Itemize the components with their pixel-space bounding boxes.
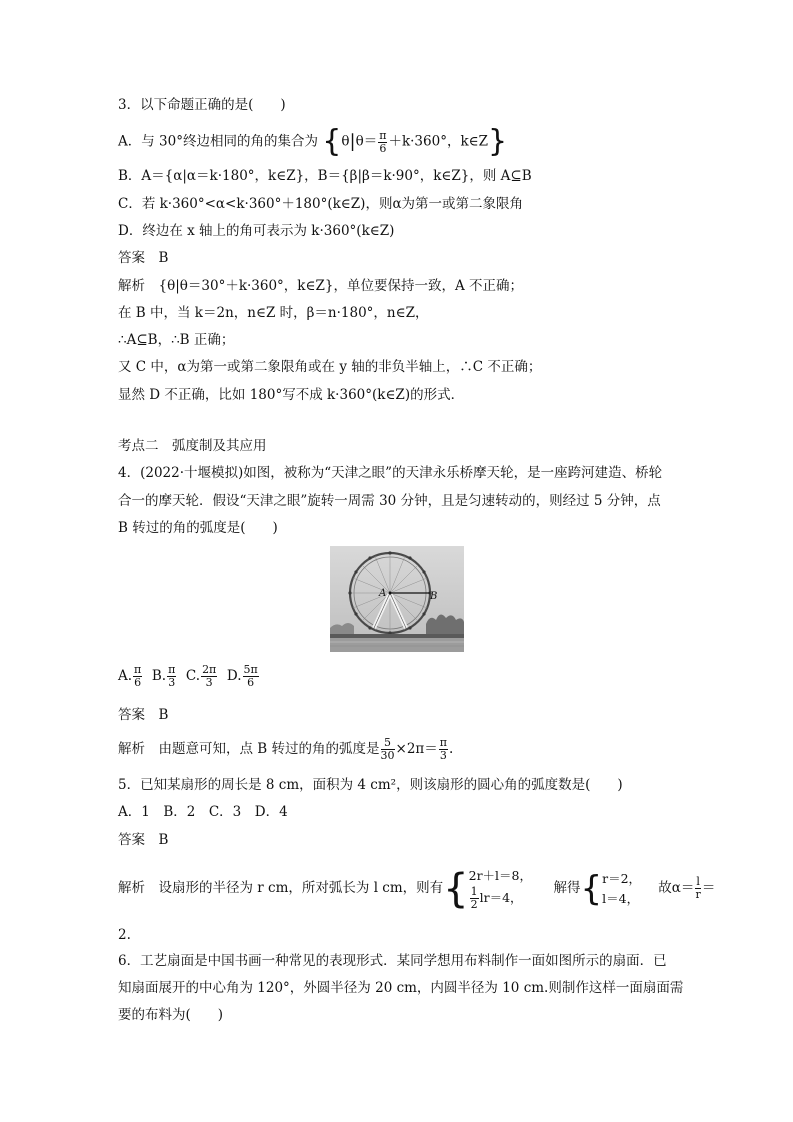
q3-analysis-2: 在 B 中，当 k＝2n，n∈Z 时，β＝n·180°，n∈Z， (118, 305, 429, 321)
section-heading: 考点二 弧度制及其应用 (118, 438, 267, 454)
ferris-wheel-photo (330, 546, 464, 652)
q5-system-1: 2r＋l＝8， $\frac{1}{2}$ lr＝4， (468, 868, 533, 911)
q4-stem-line2: 合一的摩天轮．假设“天津之眼”旋转一周需 30 分钟，且是匀速转动的，则经过 5 分钟，点 (118, 493, 661, 509)
q5-analysis: 解析 设扇形的半径为 r cm，所对弧长为 l cm，则有{ 2r＋l＝8， $\frac{1}{2}$ lr＝4， 解得{ r＝2， l＝4， 故α＝ $\frac{l}{r}$ ＝ (118, 865, 716, 912)
q3-analysis-5: 显然 D 不正确，比如 180°写不成 k·360°(k∈Z)的形式． (118, 387, 465, 403)
q3-option-c: C．若 k·360°<α<k·360°＋180°(k∈Z)，则α为第一或第二象限角 (118, 196, 524, 212)
q3-stem: 3．以下命题正确的是( ) (118, 97, 286, 113)
q6-stem-line3: 要的布料为( ) (118, 1007, 224, 1023)
q6-stem-line1: 6．工艺扇面是中国书画一种常见的表现形式．某同学想用布料制作一面如图所示的扇面．已 (118, 953, 667, 969)
q4-answer: 答案 B (118, 707, 169, 723)
q3-analysis-4: 又 C 中，α为第一或第二象限角或在 y 轴的非负半轴上，∴C 不正确； (118, 359, 542, 375)
q3-answer: 答案 B (118, 250, 169, 266)
q3-option-a-text: A．与 30°终边相同的角的集合为 (118, 133, 318, 150)
q4-options (118, 664, 260, 689)
q5-options: A．1 B．2 C．3 D．4 (118, 804, 288, 820)
q6-stem-line2: 知扇面展开的中心角为 120°，外圆半径为 20 cm，内圆半径为 10 cm.则制作这样一面扇面需 (118, 980, 684, 996)
q5-stem: 5．已知某扇形的周长是 8 cm，面积为 4 cm²，则该扇形的圆心角的弧度数是( ) (118, 777, 623, 793)
q4-analysis: 解析 由题意可知，点 B 转过的角的弧度是 $\frac{5}{30}$ ×2π＝ $\frac{\pi}{3}$ . (118, 736, 454, 762)
q4-option-d: D. $\frac{5\pi}{6}$ (226, 663, 258, 689)
q3-option-a-fraction: $\frac{\pi}{6}$ (379, 128, 387, 155)
q5-system-2: r＝2， l＝4， (602, 870, 642, 906)
photo-label-a: A (379, 588, 387, 599)
q4-stem-line3: B 转过的角的弧度是( ) (118, 520, 278, 536)
q3-option-b: B．A＝{α|α＝k·180°，k∈Z}，B＝{β|β＝k·90°，k∈Z}，则 A⊆B (118, 168, 532, 184)
q4-option-a: A. $\frac{\pi}{6}$ (118, 663, 142, 689)
q4-analysis-fraction-1: $\frac{5}{30}$ (380, 736, 395, 762)
q5-fraction: $\frac{l}{r}$ (695, 875, 701, 901)
photo-label-b: B (430, 591, 438, 602)
q3-option-d: D．终边在 x 轴上的角可表示为 k·360°(k∈Z) (118, 223, 395, 239)
q4-option-c: C. $\frac{2\pi}{3}$ (185, 663, 217, 689)
q3-analysis-3: ∴A⊆B，∴B 正确； (118, 332, 235, 348)
q3-analysis-1: 解析 {θ|θ＝30°＋k·360°，k∈Z}，单位要保持一致，A 不正确； (118, 278, 523, 294)
q4-option-b: B. $\frac{\pi}{3}$ (151, 663, 176, 689)
q4-analysis-fraction-2: $\frac{\pi}{3}$ (439, 736, 448, 762)
q3-option-a: A．与 30°终边相同的角的集合为 {θ|θ＝ $\frac{\pi}{6}$ ＋k·360°，k∈Z} (118, 124, 508, 159)
q5-answer: 答案 B (118, 832, 169, 848)
q4-stem-line1: 4．(2022·十堰模拟)如图，被称为“天津之眼”的天津永乐桥摩天轮，是一座跨河建造、桥轮 (118, 465, 663, 481)
q5-result: 2. (118, 927, 131, 943)
